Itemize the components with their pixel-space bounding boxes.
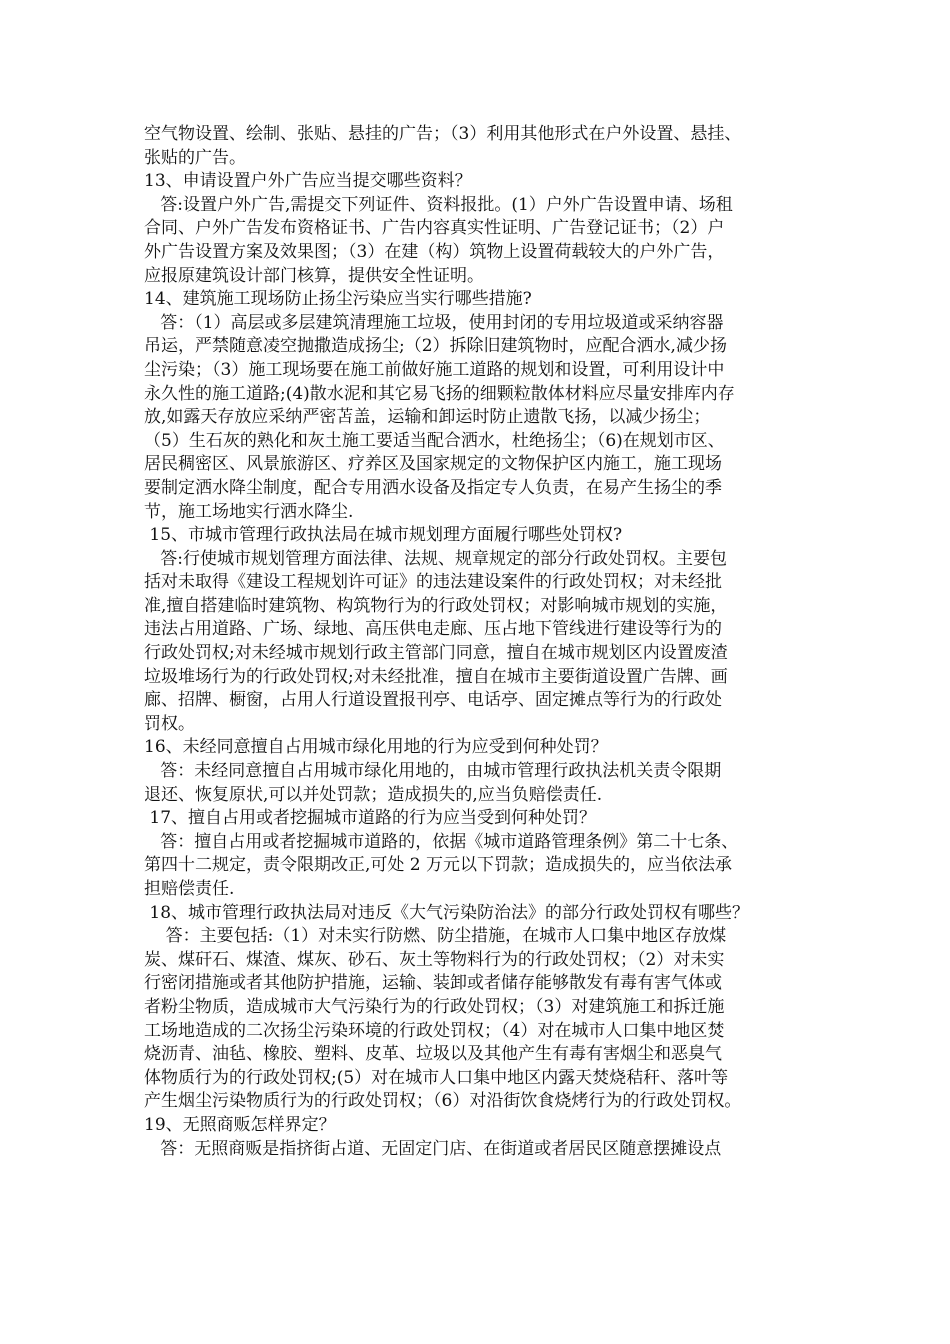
text-line: 放,如露天存放应采纳严密苫盖，运输和卸运时防止遗散飞扬，以减少扬尘；: [144, 407, 711, 428]
text-line: 答：（1）高层或多层建筑清理施工垃圾，使用封闭的专用垃圾道或采纳容器: [144, 312, 724, 333]
text-line: 应报原建筑设计部门核算，提供安全性证明。: [144, 265, 484, 286]
text-line: 答：无照商贩是指挤街占道、无固定门店、在街道或者居民区随意摆摊设点: [144, 1138, 722, 1159]
text-line: 答：未经同意擅自占用城市绿化用地的，由城市管理行政执法机关责令限期: [144, 761, 722, 782]
text-line: 张贴的广告。: [144, 147, 246, 168]
text-line: 答：擅自占用或者挖掘城市道路的，依据《城市道路管理条例》第二十七条、: [144, 831, 739, 852]
text-line: 者粉尘物质，造成城市大气污染行为的行政处罚权；（3）对建筑施工和拆迁施: [144, 996, 725, 1017]
text-line: 行密闭措施或者其他防护措施，运输、装卸或者储存能够散发有毒有害气体或: [144, 973, 722, 994]
text-line: 空气物设置、绘制、张贴、悬挂的广告；（3）利用其他形式在户外设置、悬挂、: [144, 124, 742, 144]
text-line: 永久性的施工道路;(4)散水泥和其它易飞扬的细颗粒散体材料应尽量安排库内存: [144, 383, 735, 404]
text-line: 担赔偿责任.: [144, 879, 235, 899]
text-line: （5）生石灰的熟化和灰土施工要适当配合洒水，杜绝扬尘；（6)在规划市区、: [144, 430, 725, 451]
text-line: 产生烟尘污染物质行为的行政处罚权；（6）对沿街饮食烧烤行为的行政处罚权。: [144, 1091, 742, 1112]
text-line: 合同、户外广告发布资格证书、广告内容真实性证明、广告登记证书；（2）户: [144, 218, 725, 239]
text-line: 17、擅自占用或者挖掘城市道路的行为应当受到何种处罚？: [144, 808, 597, 829]
text-line: 体物质行为的行政处罚权;(5）对在城市人口集中地区内露天焚烧秸秆、落叶等: [144, 1067, 729, 1088]
text-line: 烧沥青、油毡、橡胶、塑料、皮革、垃圾以及其他产生有毒有害烟尘和恶臭气: [144, 1044, 722, 1065]
text-line: 炭、煤矸石、煤渣、煤灰、砂石、灰土等物料行为的行政处罚权；（2）对未实: [144, 949, 725, 970]
document-page: [144, 123, 834, 1161]
text-line: 退还、恢复原状,可以并处罚款；造成损失的,应当负赔偿责任.: [144, 784, 603, 805]
text-line: 19、无照商贩怎样界定？: [144, 1114, 336, 1135]
text-line: 罚权。: [144, 713, 195, 734]
text-line: 要制定洒水降尘制度，配合专用洒水设备及指定专人负责，在易产生扬尘的季: [144, 477, 722, 498]
text-line: 答:设置户外广告,需提交下列证件、资料报批。(1）户外广告设置申请、场租: [144, 194, 733, 215]
text-line: 13、申请设置户外广告应当提交哪些资料？: [144, 171, 472, 192]
text-line: 第四十二规定，责令限期改正,可处 2 万元以下罚款；造成损失的，应当依法承: [144, 855, 733, 876]
text-line: 16、未经同意擅自占用城市绿化用地的行为应受到何种处罚？: [144, 737, 608, 758]
text-line: 节，施工场地实行洒水降尘.: [144, 501, 354, 522]
text-line: 括对未取得《建设工程规划许可证》的违法建设案件的行政处罚权；对未经批: [144, 572, 722, 593]
text-line: 准,擅自搭建临时建筑物、构筑物行为的行政处罚权；对影响城市规划的实施，: [144, 595, 728, 616]
text-line: 18、城市管理行政执法局对违反《大气污染防治法》的部分行政处罚权有哪些？: [144, 902, 750, 923]
text-line: 14、建筑施工现场防止扬尘污染应当实行哪些措施?: [144, 289, 532, 310]
text-line: 工场地造成的二次扬尘污染环境的行政处罚权；（4）对在城市人口集中地区焚: [144, 1020, 725, 1041]
text-line: 吊运，严禁随意凌空抛撒造成扬尘;（2）拆除旧建筑物时，应配合洒水,减少扬: [144, 336, 727, 357]
text-line: 垃圾堆场行为的行政处罚权;对未经批准，擅自在城市主要街道设置广告牌、画: [144, 666, 728, 687]
text-line: 答:行使城市规划管理方面法律、法规、规章规定的部分行政处罚权。主要包: [144, 548, 727, 569]
text-line: 行政处罚权;对未经城市规划行政主管部门同意，擅自在城市规划区内设置废渣: [144, 643, 728, 664]
text-line: 外广告设置方案及效果图；（3）在建（构）筑物上设置荷载较大的户外广告，: [144, 241, 725, 262]
text-line: 15、市城市管理行政执法局在城市规划理方面履行哪些处罚权?: [144, 525, 623, 546]
text-line: 居民稠密区、风景旅游区、疗养区及国家规定的文物保护区内施工，施工现场: [144, 454, 722, 475]
text-line: 违法占用道路、广场、绿地、高压供电走廊、压占地下管线进行建设等行为的: [144, 619, 722, 640]
text-line: 尘污染；（3）施工现场要在施工前做好施工道路的规划和设置，可利用设计中: [144, 359, 725, 380]
text-line: 答：主要包括:（1）对未实行防燃、防尘措施，在城市人口集中地区存放煤: [144, 926, 727, 947]
text-line: 廊、招牌、橱窗，占用人行道设置报刊亭、电话亭、固定摊点等行为的行政处: [144, 690, 722, 711]
